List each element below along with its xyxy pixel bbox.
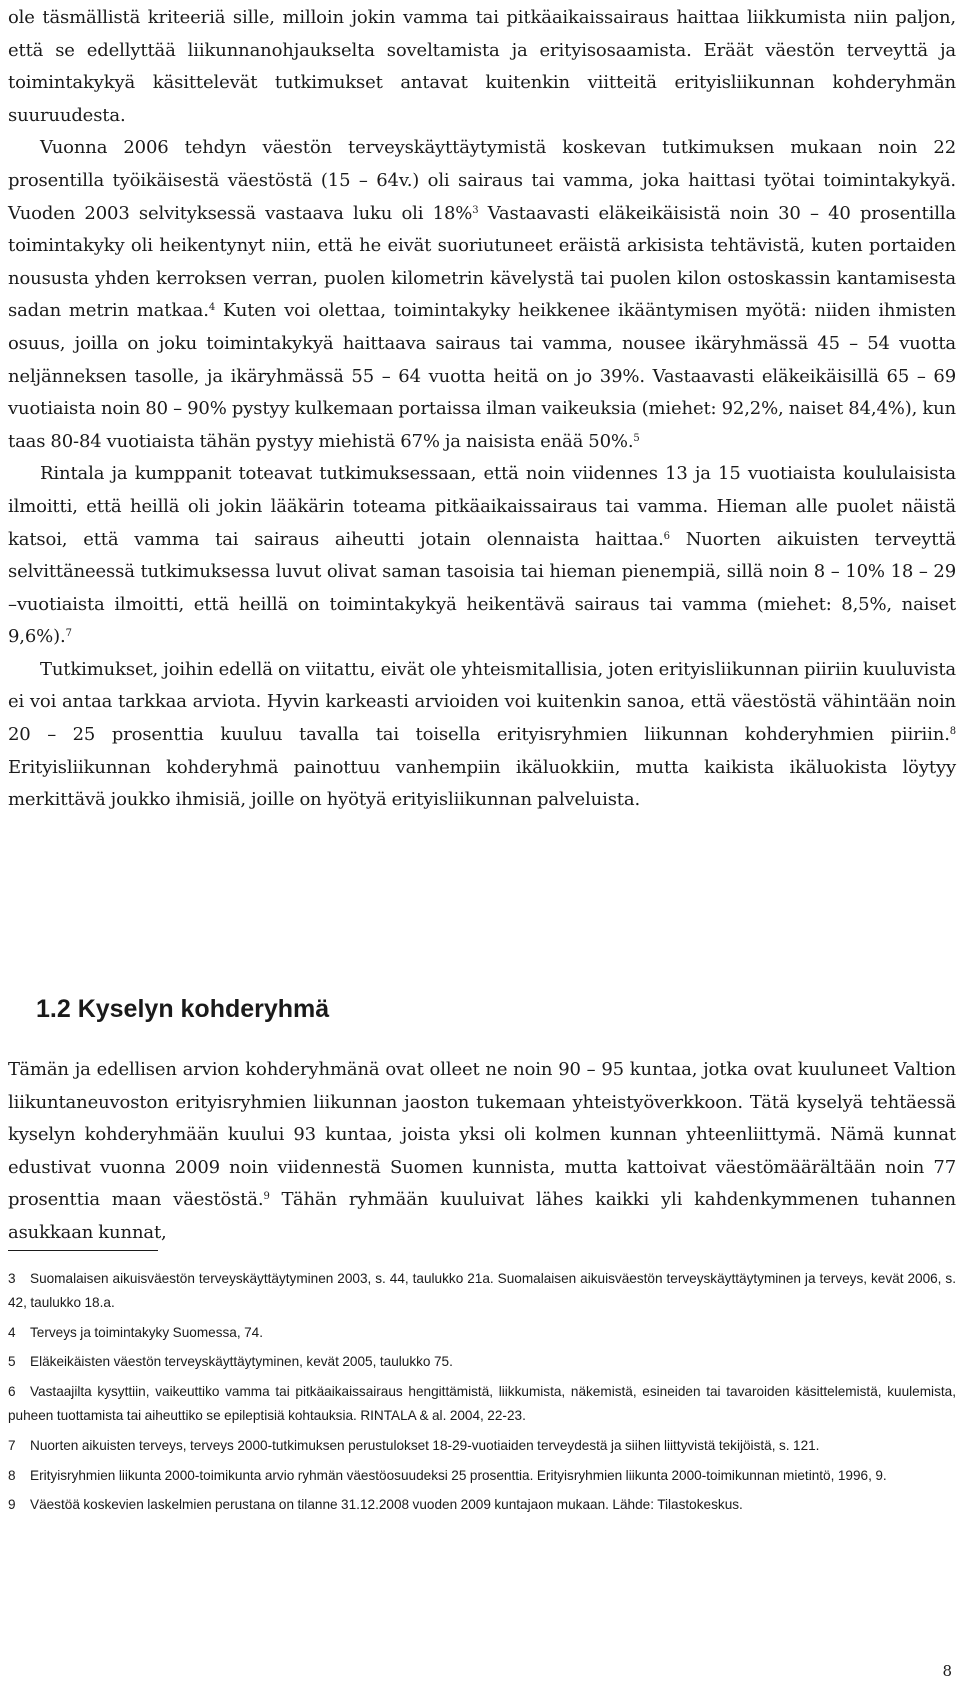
footnote-text: Suomalaisen aikuisväestön terveyskäyttäytyminen 2003, s. 44, taulukko 21a. Suomalaisen aikuisväestön terveyskäyttäytyminen ja terveys, kevät 2006, s. 42, taulukko 18.a. <box>8 1271 956 1310</box>
footnote-number: 6 <box>8 1384 16 1400</box>
footnote <box>8 1493 956 1517</box>
paragraph: Rintala ja kumppanit toteavat tutkimuksessaan, että noin viidennes 13 ja 15 vuotiaista koululaisista ilmoitti, että heillä oli jokin lääkärin toteama pitkäaikaissairaus tai vamma. Hieman alle puolet näistä katsoi, että vamma tai sairaus aiheutti jotain olennaista haittaa.$^6$ Nuorten aikuisten terveyttä selvittäneessä tutkimuksessa luvut olivat saman tasoisia tai hieman pienempiä, sillä noin 8 – 10% 18 – 29 –vuotiaista ilmoitti, että heillä on toimintakykyä heikentävä sairaus tai vamma (miehet: 8,5%, naiset 9,6%).$^7$ <box>8 463 957 648</box>
footnote <box>8 1350 956 1374</box>
paragraph: Tutkimukset, joihin edellä on viitattu, eivät ole yhteismitallisia, joten erityisliikunnan piiriin kuuluvista ei voi antaa tarkkaa arviota. Hyvin karkeasti arvioiden voi kuitenkin sanoa, että väestöstä vähintään noin 20 – 25 prosenttia kuuluu tavalla tai toisella erityisryhmien liikunnan kohderyhmien piiriin.$^8$ Erityisliikunnan kohderyhmä painottuu vanhempiin ikäluokkiin, mutta kaikista ikäluokista löytyy merkittävä joukko ihmisiä, joille on hyötyä erityisliikunnan palveluista. <box>8 658 956 811</box>
footnote-ref[interactable]: 9 <box>263 1191 270 1203</box>
footnote-number: 8 <box>8 1467 16 1483</box>
footnote <box>8 1321 956 1345</box>
footnote-ref[interactable]: 8 <box>949 726 956 738</box>
footnote-ref[interactable]: 3 <box>472 204 479 216</box>
footnote <box>8 1380 956 1428</box>
footnote-number: 4 <box>8 1324 16 1340</box>
body-text-block <box>8 2 956 817</box>
footnote-number: 5 <box>8 1354 16 1370</box>
footnote-number: 3 <box>8 1271 16 1286</box>
footnote-ref[interactable]: 7 <box>65 628 72 640</box>
page-number: 8 <box>942 1662 952 1680</box>
footnote-ref[interactable]: 5 <box>633 432 640 444</box>
footnotes <box>8 1267 956 1523</box>
footnote-text: Nuorten aikuisten terveys, terveys 2000-tutkimuksen perustulokset 18-29-vuotiaiden terveydestä ja siihen liittyvistä tekijöistä, s. 121. <box>30 1437 820 1453</box>
paragraph: Tämän ja edellisen arvion kohderyhmänä ovat olleet ne noin 90 – 95 kuntaa, jotka ovat kuuluneet Valtion liikuntaneuvoston erityisryhmien liikunnan jaoston tukemaan yhteistyöverkkoon. Tätä kyselyä tehtäessä kyselyn kohderyhmään kuului 93 kuntaa, joista yksi oli kolmen kunnan yhteenliittymä. Nämä kunnat edustivat vuonna 2009 noin viidennestä Suomen kunnista, mutta kattoivat väestömäärältään noin 77 prosenttia maan väestöstä.$^9$ Tähän ryhmään kuuluivat lähes kaikki yli kahdenkymmenen tuhannen asukkaan kunnat, <box>8 1059 956 1243</box>
footnote <box>8 1464 956 1488</box>
footnote-ref[interactable]: 6 <box>663 530 670 542</box>
footnote-text: Terveys ja toimintakyky Suomessa, 74. <box>30 1324 264 1340</box>
footnote-number: 7 <box>8 1437 16 1453</box>
footnote <box>8 1267 956 1315</box>
paragraph: ole täsmällistä kriteeriä sille, milloin jokin vamma tai pitkäaikaissairaus haittaa liikkumista niin paljon, että se edellyttää liikunnanohjaukselta soveltamista ja erityisosaamista. Eräät väestön terveyttä ja toimintakykyä käsittelevät tutkimukset antavat kuitenkin viitteitä erityisliikunnan kohderyhmän suuruudesta. <box>8 7 956 126</box>
footnote-text: Väestöä koskevien laskelmien perustana on tilanne 31.12.2008 vuoden 2009 kuntajaon mukaan. Lähde: Tilastokeskus. <box>30 1497 743 1513</box>
footnote-ref[interactable]: 4 <box>208 302 216 314</box>
footnote-text: Eläkeikäisten väestön terveyskäyttäytyminen, kevät 2005, taulukko 75. <box>30 1354 453 1370</box>
footnote-text: Vastaajilta kysyttiin, vaikeuttiko vamma tai pitkäaikaissairaus hengittämistä, liikkumista, näkemistä, esineiden tai tavaroiden käsittelemistä, kuulemista, puheen tuottamista tai aiheuttiko se epileptisiä kohtauksia. RINTALA & al. 2004, 22-23. <box>8 1384 956 1423</box>
footnote-text: Erityisryhmien liikunta 2000-toimikunta arvio ryhmän väestöosuudeksi 25 prosenttia. Erityisryhmien liikunta 2000-toimikunnan mietintö, 1996, 9. <box>30 1467 887 1483</box>
footnote <box>8 1434 956 1458</box>
section-heading: 1.2 Kyselyn kohderyhmä <box>36 995 330 1023</box>
body-text-block <box>8 1054 956 1250</box>
paragraph: Vuonna 2006 tehdyn väestön terveyskäyttäytymistä koskevan tutkimuksen mukaan noin 22 prosentilla työikäisestä väestöstä (15 – 64v.) oli sairaus tai vamma, joka haittasi työtai toimintakykyä. Vuoden 2003 selvityksessä vastaava luku oli 18%$^3$ Vastaavasti eläkeikäisistä noin 30 – 40 prosentilla toimintakyky oli heikentynyt niin, että he eivät suoriutuneet eräistä arkisista tehtävistä, kuten portaiden noususta yhden kerroksen verran, puolen kilometrin kävelystä tai puolen kilon ostoskassin kantamisesta sadan metrin matkaa.$^4$ Kuten voi olettaa, toimintakyky heikkenee ikääntymisen myötä: niiden ihmisten osuus, joilla on joku toimintakykyä haittaava sairaus tai vamma, nousee ikäryhmässä 45 – 54 vuotta neljänneksen tasolle, ja ikäryhmässä 55 – 64 vuotta heitä on jo 39%. Vastaavasti eläkeikäisillä 65 – 69 vuotiaista noin 80 – 90% pystyy kulkemaan portaissa ilman vaikeuksia (miehet: 92,2%, naiset 84,4%), kun taas 80-84 vuotiaista tähän pystyy miehistä 67% ja naisista enää 50%.$^5$ <box>8 137 957 452</box>
footnote-divider <box>8 1250 158 1251</box>
footnote-number: 9 <box>8 1497 16 1513</box>
